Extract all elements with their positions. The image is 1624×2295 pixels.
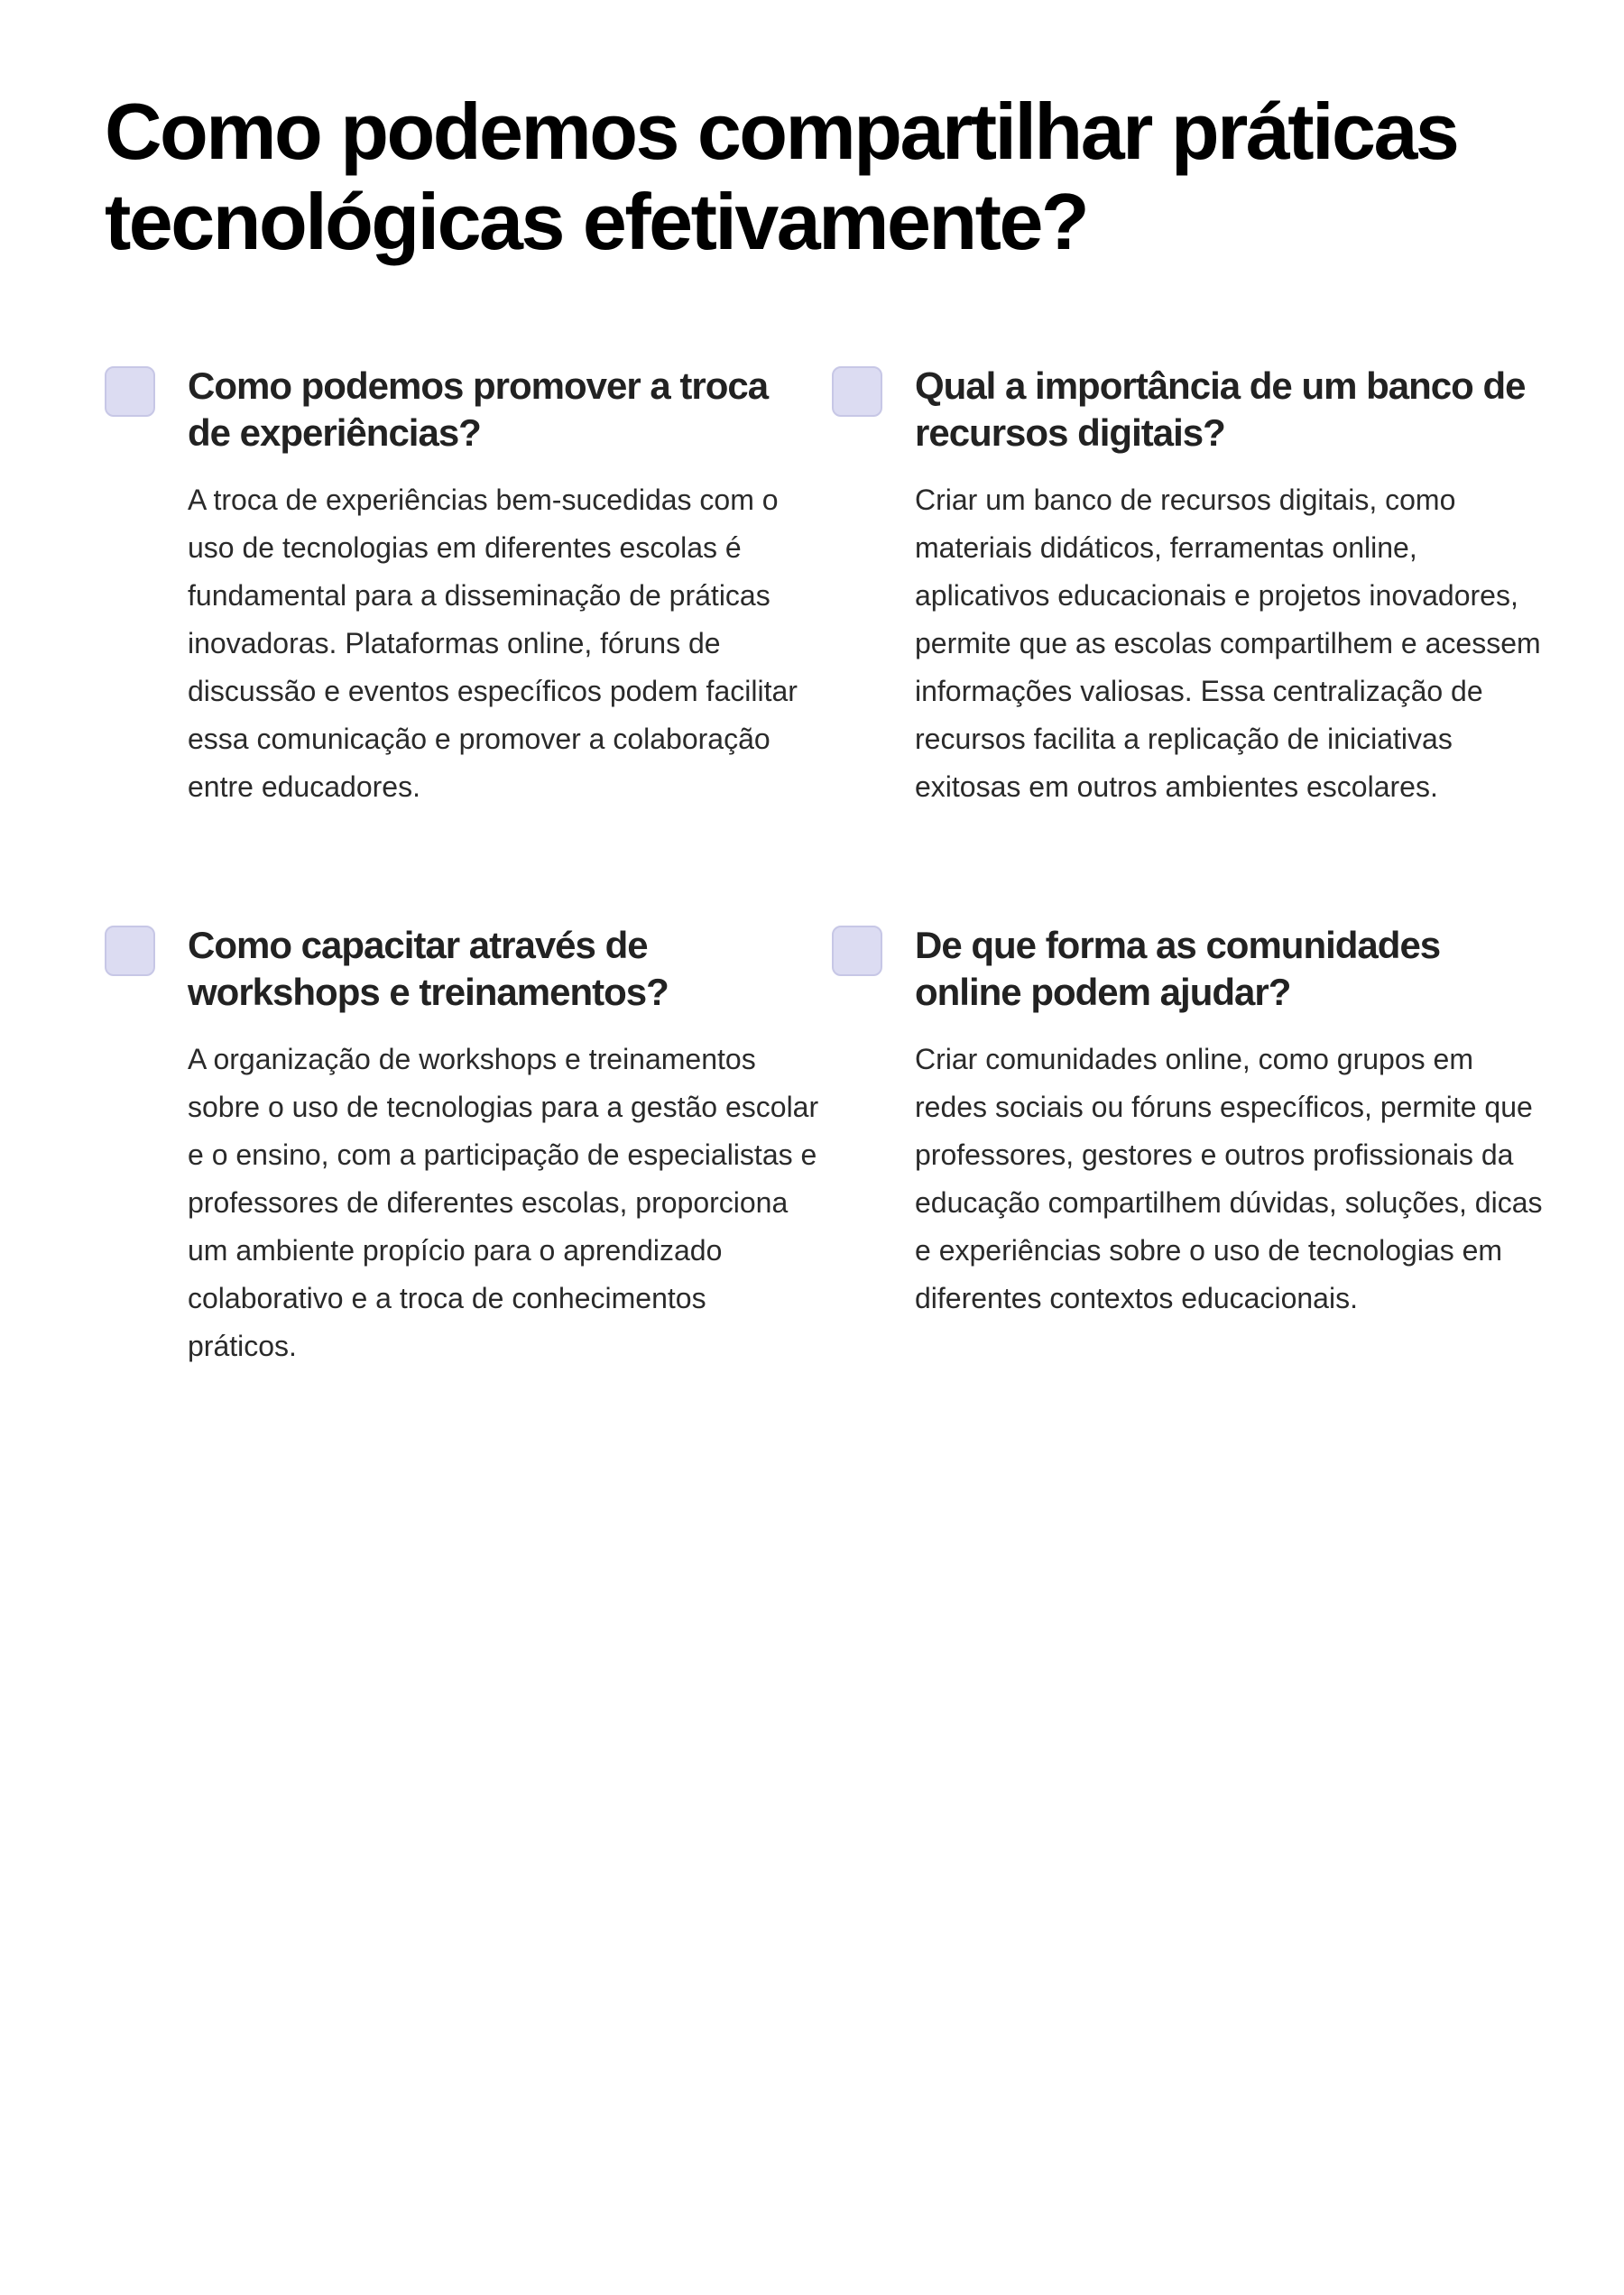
card-body: Criar um banco de recursos digitais, como materiais didáticos, ferramentas online, aplicativos educacionais e projetos inovadores, permite que as escolas compartilhem e acessem informações valiosas. Essa centralização de recursos facilita a replicação de iniciativas exitosas em outros ambientes escolares. (915, 484, 1541, 803)
card-marker-icon (105, 926, 155, 976)
page-title: Como podemos compartilhar práticas tecnológicas efetivamente? (105, 87, 1458, 266)
card-marker-icon (832, 366, 882, 417)
card-heading: De que forma as comunidades online podem ajudar? (915, 924, 1441, 1013)
card-body: A troca de experiências bem-sucedidas com o uso de tecnologias em diferentes escolas é fundamental para a disseminação de práticas inovadoras. Plataformas online, fóruns de discussão e eventos específicos podem facilitar essa comunicação e promover a colaboração entre educadores. (188, 484, 798, 803)
card-body: Criar comunidades online, como grupos em redes sociais ou fóruns específicos, permite que professores, gestores e outros profissionais da educação compartilhem dúvidas, soluções, dicas e experiências sobre o uso de tecnologias em diferentes contextos educacionais. (915, 1043, 1543, 1314)
card-marker-icon (832, 926, 882, 976)
card-body: A organização de workshops e treinamentos sobre o uso de tecnologias para a gestão escolar e o ensino, com a participação de especialistas e professores de diferentes escolas, proporciona um ambiente propício para o aprendizado colaborativo e a troca de conhecimentos práticos. (188, 1043, 819, 1362)
card-marker-icon (105, 366, 155, 417)
card-heading: Qual a importância de um banco de recursos digitais? (915, 364, 1526, 454)
card-heading: Como capacitar através de workshops e treinamentos? (188, 924, 669, 1013)
card-heading: Como podemos promover a troca de experiências? (188, 364, 769, 454)
